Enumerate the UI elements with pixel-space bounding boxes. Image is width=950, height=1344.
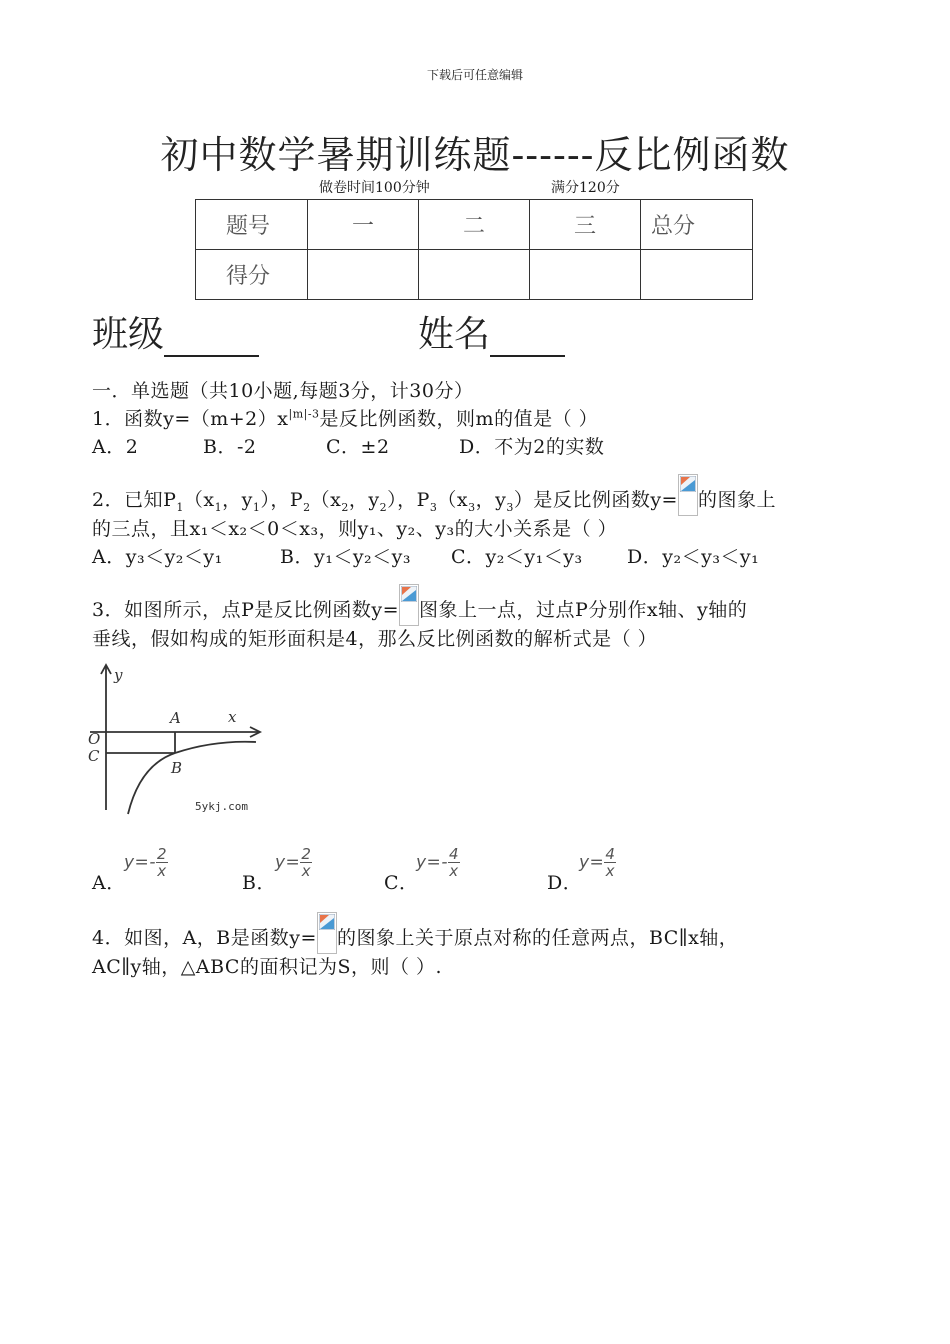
q2-sub: 2 [303, 500, 311, 514]
formula-fraction [448, 846, 460, 879]
table-cell: 三 [530, 200, 641, 250]
q2-sub: 2 [379, 500, 388, 514]
q1-option-c: C．±2 [326, 436, 390, 458]
table-cell: 总分 [641, 200, 753, 250]
q2-sub: 1 [214, 500, 223, 514]
q2-text: ）是反比例函数y= [513, 489, 678, 511]
score-table [195, 199, 753, 300]
formula-text: y= [416, 852, 442, 873]
table-cell: 二 [419, 200, 530, 250]
q1-option-b: B．-2 [203, 436, 257, 458]
q3-option-b-formula [275, 846, 312, 879]
name-label: 姓名 [418, 314, 491, 355]
q2-option-c: C．y₂＜y₁＜y₃ [451, 546, 583, 568]
question-3 [92, 584, 747, 626]
q2-text: （x [183, 489, 215, 511]
formula-den: x [301, 862, 312, 880]
q2-text: 的图象上 [697, 489, 776, 511]
table-cell: 题号 [196, 200, 308, 250]
class-field [92, 306, 259, 357]
time-label: 做卷时间100分钟 [319, 180, 430, 196]
q2-text: ），P [260, 489, 304, 511]
class-label: 班级 [92, 314, 165, 355]
q3-option-b: B． [242, 872, 276, 894]
q1-prefix: 1．函数y=（m+2）x [92, 408, 289, 430]
q3-text: 图象上一点，过点P分别作x轴、y轴的 [419, 599, 748, 621]
q2-sub: 1 [252, 500, 261, 514]
class-blank[interactable] [164, 321, 259, 357]
score-label: 满分120分 [551, 180, 620, 196]
q2-sub: 1 [176, 500, 184, 514]
fig-watermark: 5ykj.com [195, 800, 248, 813]
q1-option-d: D．不为2的实数 [459, 436, 605, 458]
q2-text: ，y [222, 489, 253, 511]
fig-label-b: B [171, 759, 183, 777]
q2-text: ，y [348, 489, 380, 511]
formula-den: x [605, 862, 616, 880]
page-title: 初中数学暑期训练题------反比例函数 [160, 133, 790, 177]
q2-text: ），P [387, 489, 430, 511]
formula-num: 4 [605, 845, 616, 863]
fig-label-o: O [88, 730, 101, 748]
formula-num: 2 [301, 845, 312, 863]
table-cell[interactable] [308, 250, 419, 300]
q2-option-d: D．y₂＜y₃＜y₁ [627, 546, 760, 568]
name-blank[interactable] [490, 321, 565, 357]
question-1 [92, 404, 598, 431]
q1-suffix: 是反比例函数，则m的值是（ ） [319, 408, 599, 430]
header-note: 下载后可任意编辑 [426, 68, 523, 82]
table-row [196, 200, 753, 250]
section-heading: 一．单选题（共10小题,每题3分，计30分） [92, 380, 474, 402]
q3-option-d-formula [579, 846, 616, 879]
fig-label-x: x [228, 708, 237, 726]
q3-option-a: A． [92, 872, 126, 894]
q1-option-a: A．2 [92, 436, 139, 458]
q3-option-d: D． [547, 872, 583, 894]
q2-text: （x [310, 489, 342, 511]
q2-option-b: B．y₁＜y₂＜y₃ [280, 546, 412, 568]
formula-num: 2 [156, 845, 167, 863]
q3-option-c: C． [384, 872, 419, 894]
q2-line-2: 的三点，且x₁＜x₂＜0＜x₃，则y₁、y₂、y₃的大小关系是（ ） [92, 518, 618, 540]
formula-fraction [300, 846, 312, 879]
fig-label-c: C [88, 747, 100, 765]
q4-text: 4．如图，A，B是函数y= [92, 927, 317, 949]
q1-exponent: |m|-3 [288, 407, 320, 421]
q3-line-2: 垂线，假如构成的矩形面积是4，那么反比例函数的解析式是（ ） [92, 628, 658, 650]
formula-num: 4 [448, 845, 459, 863]
q3-option-c-formula [416, 846, 460, 879]
q2-sub: 2 [341, 500, 349, 514]
fig-label-a: A [170, 709, 181, 727]
question-4 [92, 912, 738, 954]
formula-text: y= [275, 852, 301, 873]
table-cell: 一 [308, 200, 419, 250]
formula-text: y= [124, 852, 150, 873]
q2-sub: 3 [429, 500, 438, 514]
table-cell[interactable] [641, 250, 753, 300]
table-row [196, 250, 753, 300]
q2-sub: 3 [468, 500, 476, 514]
q4-line-2: AC∥y轴，△ABC的面积记为S，则（ ）. [92, 956, 443, 978]
formula-den: x [157, 862, 167, 880]
table-cell[interactable] [419, 250, 530, 300]
q3-text: 3．如图所示，点P是反比例函数y= [92, 599, 400, 621]
question-2 [92, 474, 776, 516]
broken-image-icon [317, 912, 337, 954]
broken-image-icon [678, 474, 698, 516]
formula-text: y= [579, 852, 605, 873]
formula-sign: - [441, 852, 448, 873]
name-field [418, 306, 565, 357]
table-cell: 得分 [196, 250, 308, 300]
formula-fraction [156, 846, 168, 879]
formula-fraction [604, 846, 616, 879]
formula-den: x [449, 862, 459, 880]
q2-text: 2．已知P [92, 489, 177, 511]
hyperbola-figure [84, 660, 264, 820]
q2-option-a: A．y₃＜y₂＜y₁ [92, 546, 223, 568]
q2-text: （x [437, 489, 469, 511]
q2-text: ，y [475, 489, 507, 511]
table-cell[interactable] [530, 250, 641, 300]
fig-label-y: y [114, 666, 123, 684]
q3-option-a-formula [124, 846, 168, 879]
formula-sign: - [149, 852, 156, 873]
broken-image-icon [399, 584, 419, 626]
q4-text: 的图象上关于原点对称的任意两点，BC∥x轴， [336, 927, 739, 949]
q2-sub: 3 [506, 500, 514, 514]
